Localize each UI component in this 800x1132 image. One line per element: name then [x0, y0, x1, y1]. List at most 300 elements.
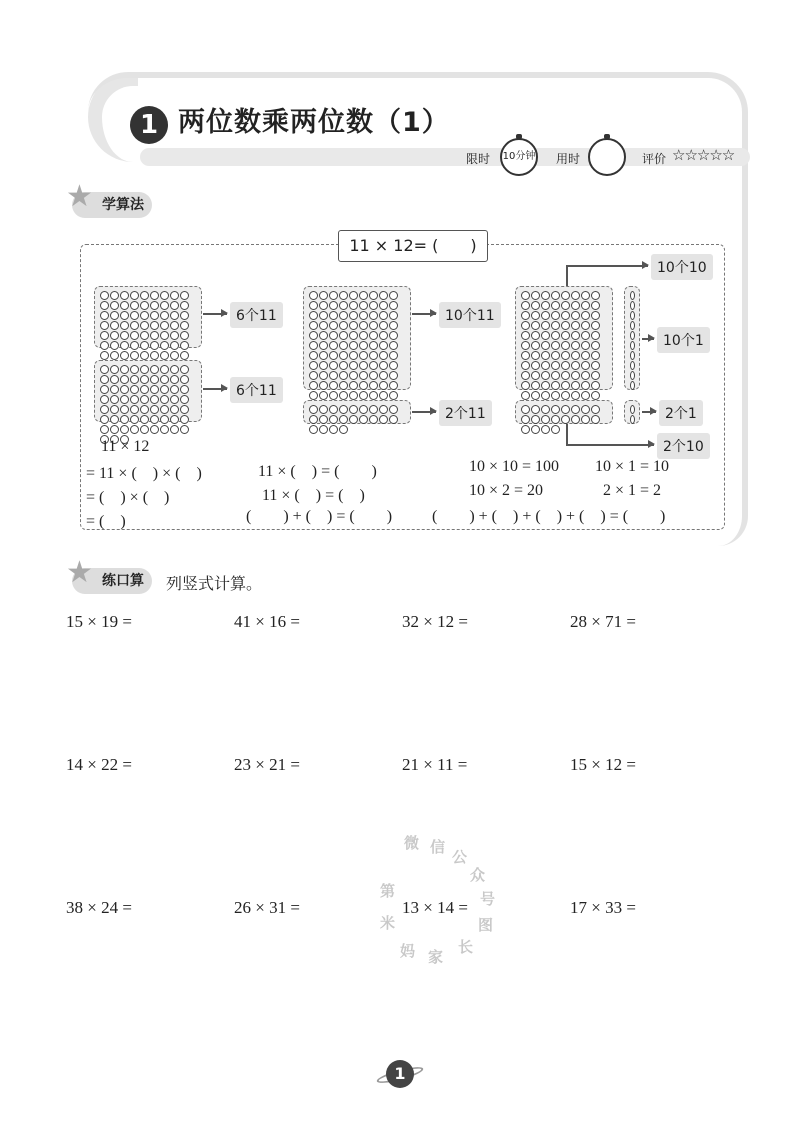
counter-dot — [551, 361, 560, 370]
counter-dot — [329, 351, 338, 360]
counter-dot — [591, 351, 600, 360]
counter-dot — [561, 301, 570, 310]
problem[interactable]: 32 × 12 = — [402, 612, 468, 631]
counter-dot — [170, 365, 179, 374]
counter-dot — [551, 301, 560, 310]
counter-dot — [100, 351, 109, 360]
counter-dot — [581, 415, 590, 424]
counter-dot — [349, 415, 358, 424]
counter-dot — [160, 375, 169, 384]
label-g3-bottom: 2个10 — [657, 433, 710, 459]
label-g3-top: 10个10 — [651, 254, 713, 280]
counter-dot — [521, 361, 530, 370]
counter-dot — [389, 301, 398, 310]
watermark-char: 信 — [430, 838, 446, 856]
counter-dot — [140, 301, 149, 310]
counter-dot — [170, 395, 179, 404]
counter-dot — [160, 365, 169, 374]
counter-dot — [551, 371, 560, 380]
counter-dot — [389, 391, 398, 400]
counter-dot — [541, 301, 550, 310]
counter-dot — [571, 291, 580, 300]
counter-dot — [309, 311, 318, 320]
counter-dot — [339, 321, 348, 330]
counter-dot — [180, 291, 189, 300]
counter-dot — [630, 351, 635, 360]
counter-dot — [339, 311, 348, 320]
counter-dot — [571, 311, 580, 320]
problem[interactable]: 23 × 21 = — [234, 755, 300, 774]
counter-dot — [541, 405, 550, 414]
counter-dot — [319, 361, 328, 370]
counter-dot — [309, 331, 318, 340]
watermark-char: 众 — [470, 866, 486, 884]
counter-dot — [329, 361, 338, 370]
counter-dot — [581, 371, 590, 380]
dot-grid — [94, 286, 202, 348]
counter-dot — [110, 365, 119, 374]
counter-dot — [531, 361, 540, 370]
counter-dot — [150, 341, 159, 350]
dot-grid — [303, 286, 411, 390]
counter-dot — [319, 311, 328, 320]
counter-dot — [531, 291, 540, 300]
counter-dot — [319, 301, 328, 310]
counter-dot — [140, 331, 149, 340]
counter-dot — [180, 365, 189, 374]
problem[interactable]: 38 × 24 = — [66, 898, 132, 917]
counter-dot — [100, 301, 109, 310]
counter-dot — [309, 405, 318, 414]
counter-dot — [100, 331, 109, 340]
counter-dot — [120, 341, 129, 350]
counter-dot — [309, 381, 318, 390]
counter-dot — [521, 405, 530, 414]
counter-dot — [309, 425, 318, 434]
arrow-icon — [566, 265, 648, 267]
counter-dot — [369, 291, 378, 300]
counter-dot — [349, 361, 358, 370]
counter-dot — [561, 381, 570, 390]
counter-dot — [379, 391, 388, 400]
method3-line: ( ) + ( ) + ( ) + ( ) = ( ) — [432, 508, 666, 525]
counter-dot — [581, 381, 590, 390]
counter-dot — [591, 301, 600, 310]
counter-dot — [630, 361, 635, 370]
counter-dot — [130, 341, 139, 350]
counter-dot — [630, 291, 635, 300]
counter-dot — [150, 351, 159, 360]
counter-dot — [319, 371, 328, 380]
counter-dot — [521, 425, 530, 434]
counter-dot — [180, 395, 189, 404]
method1-line: = 11 × ( ) × ( ) — [86, 465, 202, 482]
counter-dot — [571, 391, 580, 400]
counter-dot — [329, 341, 338, 350]
counter-dot — [531, 351, 540, 360]
problem[interactable]: 17 × 33 = — [570, 898, 636, 917]
counter-dot — [160, 385, 169, 394]
counter-dot — [379, 311, 388, 320]
counter-dot — [379, 291, 388, 300]
counter-dot — [551, 415, 560, 424]
counter-dot — [581, 291, 590, 300]
counter-dot — [130, 395, 139, 404]
counter-dot — [130, 301, 139, 310]
counter-dot — [531, 311, 540, 320]
counter-dot — [120, 331, 129, 340]
counter-dot — [130, 321, 139, 330]
counter-dot — [551, 311, 560, 320]
method3-line: 10 × 2 = 20 — [469, 482, 544, 499]
counter-dot — [521, 321, 530, 330]
counter-dot — [329, 425, 338, 434]
counter-dot — [170, 425, 179, 434]
counter-dot — [571, 301, 580, 310]
counter-dot — [551, 331, 560, 340]
counter-dot — [561, 311, 570, 320]
counter-dot — [349, 341, 358, 350]
counter-dot — [369, 361, 378, 370]
counter-dot — [561, 371, 570, 380]
counter-dot — [180, 425, 189, 434]
counter-dot — [531, 331, 540, 340]
section-badge-learn: ★ 学算法 — [72, 192, 152, 218]
counter-dot — [561, 405, 570, 414]
stopwatch-used-icon[interactable] — [588, 138, 626, 176]
counter-dot — [110, 311, 119, 320]
counter-dot — [100, 375, 109, 384]
method3-line: 10 × 10 = 100 — [469, 458, 560, 475]
counter-dot — [150, 311, 159, 320]
counter-dot — [591, 381, 600, 390]
counter-dot — [571, 341, 580, 350]
dot-grid — [515, 400, 613, 424]
counter-dot — [309, 341, 318, 350]
counter-dot — [571, 371, 580, 380]
counter-dot — [180, 385, 189, 394]
counter-dot — [150, 375, 159, 384]
dot-grid — [303, 400, 411, 424]
counter-dot — [110, 395, 119, 404]
problem[interactable]: 28 × 71 = — [570, 612, 636, 631]
counter-dot — [359, 351, 368, 360]
counter-dot — [319, 425, 328, 434]
counter-dot — [369, 351, 378, 360]
star-mascot-icon: ★ — [66, 179, 93, 214]
counter-dot — [521, 381, 530, 390]
counter-dot — [379, 381, 388, 390]
counter-dot — [319, 391, 328, 400]
problem[interactable]: 15 × 19 = — [66, 612, 132, 631]
arrow-icon — [203, 388, 227, 390]
counter-dot — [329, 381, 338, 390]
arrow-icon — [642, 338, 654, 340]
counter-dot — [369, 371, 378, 380]
counter-dot — [339, 351, 348, 360]
counter-dot — [170, 415, 179, 424]
counter-dot — [389, 291, 398, 300]
counter-dot — [319, 405, 328, 414]
counter-dot — [319, 351, 328, 360]
counter-dot — [339, 371, 348, 380]
counter-dot — [130, 385, 139, 394]
counter-dot — [130, 331, 139, 340]
counter-dot — [349, 351, 358, 360]
counter-dot — [319, 381, 328, 390]
counter-dot — [591, 405, 600, 414]
problem[interactable]: 15 × 12 = — [570, 755, 636, 774]
counter-dot — [541, 341, 550, 350]
counter-dot — [120, 395, 129, 404]
counter-dot — [389, 361, 398, 370]
counter-dot — [531, 381, 540, 390]
counter-dot — [541, 381, 550, 390]
counter-dot — [160, 301, 169, 310]
watermark-char: 图 — [478, 916, 494, 934]
counter-dot — [571, 351, 580, 360]
counter-dot — [571, 415, 580, 424]
counter-dot — [630, 341, 635, 350]
counter-dot — [160, 341, 169, 350]
counter-dot — [180, 375, 189, 384]
counter-dot — [180, 321, 189, 330]
counter-dot — [170, 351, 179, 360]
counter-dot — [100, 385, 109, 394]
label-g3-right: 10个1 — [657, 327, 710, 353]
counter-dot — [329, 391, 338, 400]
counter-dot — [100, 395, 109, 404]
counter-dot — [630, 405, 635, 414]
counter-dot — [561, 321, 570, 330]
counter-dot — [561, 415, 570, 424]
counter-dot — [531, 415, 540, 424]
watermark-char: 号 — [480, 890, 496, 908]
counter-dot — [170, 331, 179, 340]
counter-dot — [110, 291, 119, 300]
label-g1-bottom: 6个11 — [230, 377, 283, 403]
counter-dot — [531, 301, 540, 310]
lesson-number: 1 — [130, 106, 168, 144]
counter-dot — [110, 321, 119, 330]
counter-dot — [170, 311, 179, 320]
counter-dot — [551, 381, 560, 390]
counter-dot — [339, 361, 348, 370]
counter-dot — [349, 331, 358, 340]
counter-dot — [561, 341, 570, 350]
counter-dot — [551, 351, 560, 360]
counter-dot — [359, 415, 368, 424]
counter-dot — [170, 301, 179, 310]
counter-dot — [100, 321, 109, 330]
counter-dot — [389, 371, 398, 380]
label-g1-top: 6个11 — [230, 302, 283, 328]
rating-stars[interactable]: ☆☆☆☆☆ — [672, 146, 735, 164]
counter-dot — [180, 341, 189, 350]
counter-dot — [349, 311, 358, 320]
counter-dot — [309, 391, 318, 400]
counter-dot — [551, 425, 560, 434]
counter-dot — [130, 311, 139, 320]
counter-dot — [100, 311, 109, 320]
time-limit-label: 限时 — [466, 152, 491, 166]
counter-dot — [521, 341, 530, 350]
counter-dot — [389, 341, 398, 350]
counter-dot — [150, 301, 159, 310]
counter-dot — [329, 371, 338, 380]
counter-dot — [309, 415, 318, 424]
counter-dot — [150, 395, 159, 404]
counter-dot — [531, 391, 540, 400]
counter-dot — [379, 321, 388, 330]
method2-line: 11 × ( ) = ( ) — [262, 487, 365, 504]
page-title: 两位数乘两位数（1） — [178, 107, 450, 138]
label-g2-bottom: 2个11 — [439, 400, 492, 426]
counter-dot — [359, 301, 368, 310]
counter-dot — [150, 321, 159, 330]
counter-dot — [110, 375, 119, 384]
counter-dot — [140, 385, 149, 394]
counter-dot — [521, 331, 530, 340]
arrow-icon — [642, 411, 656, 413]
counter-dot — [349, 381, 358, 390]
counter-dot — [120, 291, 129, 300]
counter-dot — [319, 331, 328, 340]
counter-dot — [160, 311, 169, 320]
problem[interactable]: 13 × 14 = — [402, 898, 468, 917]
counter-dot — [140, 425, 149, 434]
watermark-char: 妈 — [400, 942, 416, 960]
counter-dot — [170, 385, 179, 394]
counter-dot — [591, 371, 600, 380]
counter-dot — [571, 361, 580, 370]
counter-dot — [541, 311, 550, 320]
counter-dot — [140, 291, 149, 300]
counter-dot — [100, 341, 109, 350]
method1-line: = ( ) — [86, 513, 126, 530]
counter-dot — [319, 291, 328, 300]
counter-dot — [571, 331, 580, 340]
counter-dot — [160, 351, 169, 360]
counter-dot — [329, 405, 338, 414]
counter-dot — [571, 321, 580, 330]
counter-dot — [120, 351, 129, 360]
counter-dot — [349, 371, 358, 380]
arrow-icon — [412, 313, 436, 315]
counter-dot — [329, 415, 338, 424]
counter-dot — [180, 405, 189, 414]
counter-dot — [120, 321, 129, 330]
counter-dot — [170, 321, 179, 330]
counter-dot — [561, 391, 570, 400]
counter-dot — [541, 291, 550, 300]
counter-dot — [110, 385, 119, 394]
counter-dot — [339, 301, 348, 310]
counter-dot — [541, 361, 550, 370]
counter-dot — [140, 351, 149, 360]
counter-dot — [389, 321, 398, 330]
demo-equation: 11 × 12= ( ) — [338, 230, 488, 262]
counter-dot — [581, 301, 590, 310]
problem[interactable]: 21 × 11 = — [402, 755, 468, 774]
counter-dot — [180, 301, 189, 310]
counter-dot — [140, 405, 149, 414]
counter-dot — [120, 415, 129, 424]
counter-dot — [160, 425, 169, 434]
counter-dot — [140, 415, 149, 424]
counter-dot — [359, 361, 368, 370]
counter-dot — [369, 301, 378, 310]
counter-dot — [339, 391, 348, 400]
counter-dot — [379, 331, 388, 340]
watermark-char: 公 — [452, 848, 468, 866]
counter-dot — [160, 291, 169, 300]
counter-dot — [130, 425, 139, 434]
counter-dot — [180, 415, 189, 424]
counter-dot — [561, 291, 570, 300]
problem[interactable]: 26 × 31 = — [234, 898, 300, 917]
counter-dot — [630, 331, 635, 340]
counter-dot — [379, 405, 388, 414]
counter-dot — [379, 415, 388, 424]
counter-dot — [379, 301, 388, 310]
problem[interactable]: 14 × 22 = — [66, 755, 132, 774]
counter-dot — [581, 331, 590, 340]
counter-dot — [120, 365, 129, 374]
counter-dot — [150, 415, 159, 424]
counter-dot — [531, 371, 540, 380]
counter-dot — [130, 351, 139, 360]
counter-dot — [551, 405, 560, 414]
counter-dot — [349, 391, 358, 400]
counter-dot — [120, 405, 129, 414]
rating-label: 评价 — [642, 152, 667, 166]
counter-dot — [120, 311, 129, 320]
star-mascot-icon: ★ — [66, 555, 93, 590]
counter-dot — [140, 341, 149, 350]
counter-dot — [120, 385, 129, 394]
watermark-char: 微 — [404, 834, 420, 852]
counter-dot — [389, 311, 398, 320]
counter-dot — [521, 415, 530, 424]
counter-dot — [309, 351, 318, 360]
counter-dot — [100, 425, 109, 434]
counter-dot — [541, 331, 550, 340]
counter-dot — [170, 405, 179, 414]
counter-dot — [551, 291, 560, 300]
counter-dot — [630, 311, 635, 320]
counter-dot — [581, 405, 590, 414]
counter-dot — [369, 415, 378, 424]
counter-dot — [389, 331, 398, 340]
counter-dot — [369, 331, 378, 340]
problem[interactable]: 41 × 16 = — [234, 612, 300, 631]
counter-dot — [309, 361, 318, 370]
counter-dot — [591, 321, 600, 330]
counter-dot — [551, 321, 560, 330]
counter-dot — [339, 341, 348, 350]
dot-grid — [515, 286, 613, 390]
counter-dot — [170, 341, 179, 350]
counter-dot — [309, 371, 318, 380]
method3-line: 2 × 1 = 2 — [603, 482, 662, 499]
counter-dot — [329, 301, 338, 310]
counter-dot — [130, 375, 139, 384]
counter-dot — [389, 405, 398, 414]
counter-dot — [581, 341, 590, 350]
counter-dot — [369, 381, 378, 390]
time-limit-value: 10分钟 — [502, 151, 536, 162]
